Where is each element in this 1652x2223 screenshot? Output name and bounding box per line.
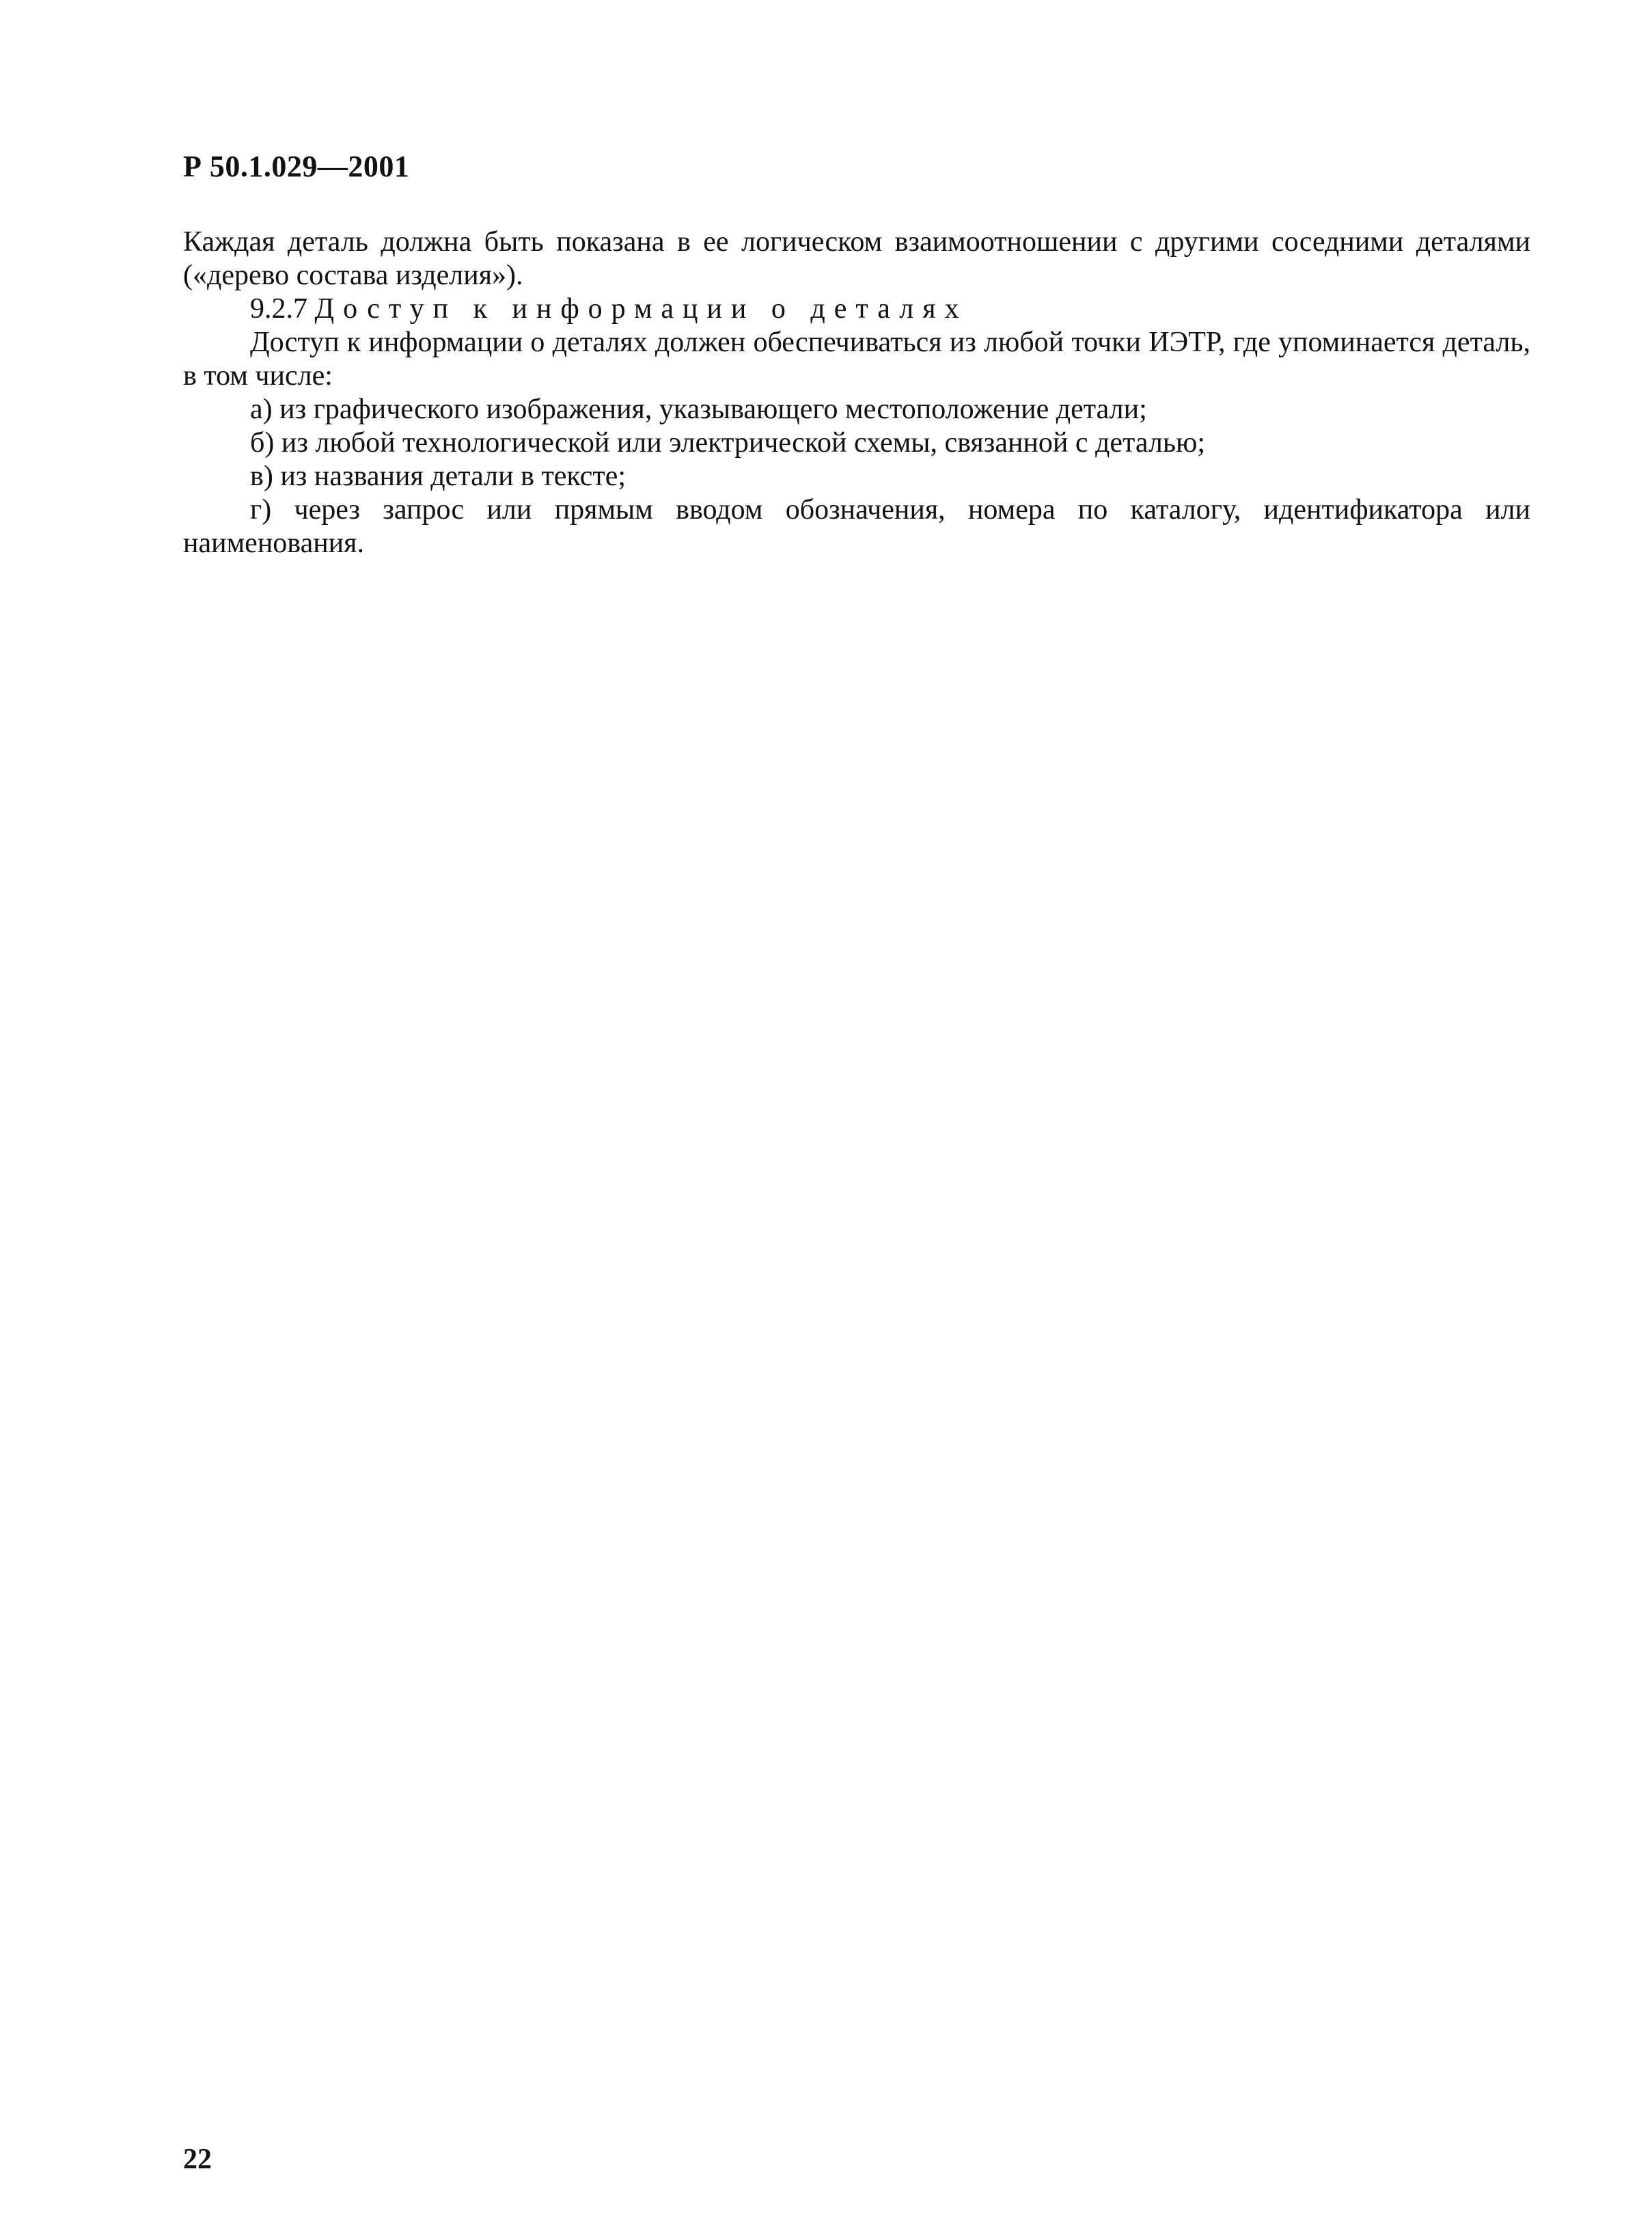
list-item: б) из любой технологической или электрической схемы, связанной с деталью; — [250, 427, 1206, 459]
access-list — [183, 393, 1530, 560]
page-content — [183, 226, 1530, 560]
section-heading — [183, 292, 1530, 326]
page-number: 22 — [183, 2144, 212, 2175]
list-item: г) через запрос или прямым вводом обозначения, номера по каталогу, идентификатора или наименования. — [183, 494, 1530, 559]
list-item: в) из названия детали в тексте; — [250, 461, 627, 492]
list-item: а) из графического изображения, указывающего местоположение детали; — [250, 394, 1147, 425]
document-code: Р 50.1.029—2001 — [183, 150, 410, 183]
intro-paragraph: Каждая деталь должна быть показана в ее логическом взаимоотношении с другими соседними деталями («дерево состава изделия»). — [183, 226, 1530, 291]
section-number: 9.2.7 — [250, 293, 307, 325]
section-title: Доступ к информации о деталях — [314, 293, 968, 325]
section-paragraph: Доступ к информации о деталях должен обеспечиваться из любой точки ИЭТР, где упоминается деталь, в том числе: — [183, 327, 1530, 392]
